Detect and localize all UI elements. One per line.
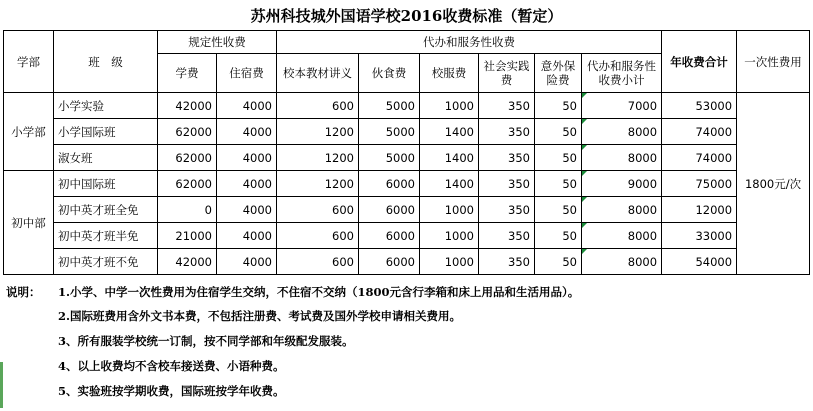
header-textbook: 校本教材讲义: [277, 54, 359, 93]
meals-cell: 5000: [359, 145, 420, 171]
header-lodging: 住宿费: [217, 54, 277, 93]
tuition-cell: 62000: [158, 119, 217, 145]
note-item: 3、所有服装学校统一订制，按不同学部和年级配发服装。: [58, 334, 354, 348]
lodging-cell: 4000: [217, 223, 277, 249]
header-social: 社会实践费: [479, 54, 535, 93]
meals-cell: 6000: [359, 223, 420, 249]
tuition-cell: 62000: [158, 145, 217, 171]
insurance-cell: 50: [535, 119, 582, 145]
total-cell: 74000: [662, 145, 737, 171]
sheet-edge-marker: [0, 362, 3, 408]
notes-label: 说明：: [6, 285, 41, 299]
note-item: 5、实验班按学期收费，国际班按学年收费。: [58, 384, 285, 398]
uniform-cell: 1000: [420, 197, 479, 223]
subtotal-cell: 8000: [582, 197, 662, 223]
social-cell: 350: [479, 197, 535, 223]
uniform-cell: 1400: [420, 145, 479, 171]
header-one-time: 一次性费用: [737, 31, 810, 93]
total-cell: 54000: [662, 249, 737, 275]
tuition-cell: 62000: [158, 171, 217, 197]
note-item: 4、以上收费均不含校车接送费、小语种费。: [58, 359, 285, 373]
header-tuition: 学费: [158, 54, 217, 93]
social-cell: 350: [479, 171, 535, 197]
lodging-cell: 4000: [217, 249, 277, 275]
social-cell: 350: [479, 93, 535, 119]
meals-cell: 5000: [359, 93, 420, 119]
meals-cell: 6000: [359, 197, 420, 223]
header-agency: 代办和服务性收费: [277, 31, 662, 54]
tuition-cell: 0: [158, 197, 217, 223]
header-meals: 伙食费: [359, 54, 420, 93]
one-time-cell: 1800元/次: [737, 93, 810, 275]
meals-cell: 5000: [359, 119, 420, 145]
insurance-cell: 50: [535, 197, 582, 223]
insurance-cell: 50: [535, 93, 582, 119]
header-insurance: 意外保险费: [535, 54, 582, 93]
social-cell: 350: [479, 145, 535, 171]
class-cell: 初中英才班全免: [54, 197, 158, 223]
lodging-cell: 4000: [217, 119, 277, 145]
textbook-cell: 600: [277, 223, 359, 249]
class-cell: 初中英才班半免: [54, 223, 158, 249]
textbook-cell: 1200: [277, 145, 359, 171]
table-row: [4, 249, 810, 275]
lodging-cell: 4000: [217, 197, 277, 223]
table-row: [4, 223, 810, 249]
note-item: 1.小学、中学一次性费用为住宿学生交纳，不住宿不交纳（1800元含行李箱和床上用品和生活用品）。: [58, 285, 580, 299]
insurance-cell: 50: [535, 171, 582, 197]
header-annual-total: 年收费合计: [662, 31, 737, 93]
page-title: 苏州科技城外国语学校2016收费标准（暂定）: [250, 7, 563, 25]
insurance-cell: 50: [535, 249, 582, 275]
class-cell: 初中国际班: [54, 171, 158, 197]
header-regulated: 规定性收费: [158, 31, 277, 54]
textbook-cell: 600: [277, 93, 359, 119]
table-row: [4, 197, 810, 223]
meals-cell: 6000: [359, 249, 420, 275]
tuition-cell: 42000: [158, 93, 217, 119]
table-row: [4, 145, 810, 171]
total-cell: 53000: [662, 93, 737, 119]
subtotal-cell: 8000: [582, 119, 662, 145]
uniform-cell: 1000: [420, 249, 479, 275]
social-cell: 350: [479, 249, 535, 275]
note-item: 2.国际班费用含外文书本费，不包括注册费、考试费及国外学校申请相关费用。: [58, 309, 462, 323]
textbook-cell: 1200: [277, 171, 359, 197]
social-cell: 350: [479, 119, 535, 145]
subtotal-cell: 7000: [582, 93, 662, 119]
class-cell: 初中英才班不免: [54, 249, 158, 275]
total-cell: 33000: [662, 223, 737, 249]
table-row: [4, 171, 810, 197]
header-agency-subtotal: 代办和服务性收费小计: [582, 54, 662, 93]
lodging-cell: 4000: [217, 171, 277, 197]
tuition-cell: 42000: [158, 249, 217, 275]
class-cell: 淑女班: [54, 145, 158, 171]
textbook-cell: 600: [277, 197, 359, 223]
uniform-cell: 1000: [420, 223, 479, 249]
header-uniform: 校服费: [420, 54, 479, 93]
insurance-cell: 50: [535, 223, 582, 249]
header-dept: 学部: [4, 31, 54, 93]
header-class: 班 级: [54, 31, 158, 93]
textbook-cell: 600: [277, 249, 359, 275]
class-cell: 小学国际班: [54, 119, 158, 145]
lodging-cell: 4000: [217, 93, 277, 119]
uniform-cell: 1400: [420, 119, 479, 145]
subtotal-cell: 8000: [582, 145, 662, 171]
subtotal-cell: 8000: [582, 223, 662, 249]
uniform-cell: 1400: [420, 171, 479, 197]
table-row: [4, 119, 810, 145]
dept-cell: 初中部: [4, 171, 54, 275]
header-row-1: [4, 31, 810, 54]
social-cell: 350: [479, 223, 535, 249]
dept-cell: 小学部: [4, 93, 54, 171]
insurance-cell: 50: [535, 145, 582, 171]
fee-table: [3, 30, 810, 275]
class-cell: 小学实验: [54, 93, 158, 119]
meals-cell: 6000: [359, 171, 420, 197]
subtotal-cell: 8000: [582, 249, 662, 275]
tuition-cell: 21000: [158, 223, 217, 249]
subtotal-cell: 9000: [582, 171, 662, 197]
lodging-cell: 4000: [217, 145, 277, 171]
total-cell: 12000: [662, 197, 737, 223]
table-row: [4, 93, 810, 119]
total-cell: 74000: [662, 119, 737, 145]
textbook-cell: 1200: [277, 119, 359, 145]
uniform-cell: 1000: [420, 93, 479, 119]
total-cell: 75000: [662, 171, 737, 197]
